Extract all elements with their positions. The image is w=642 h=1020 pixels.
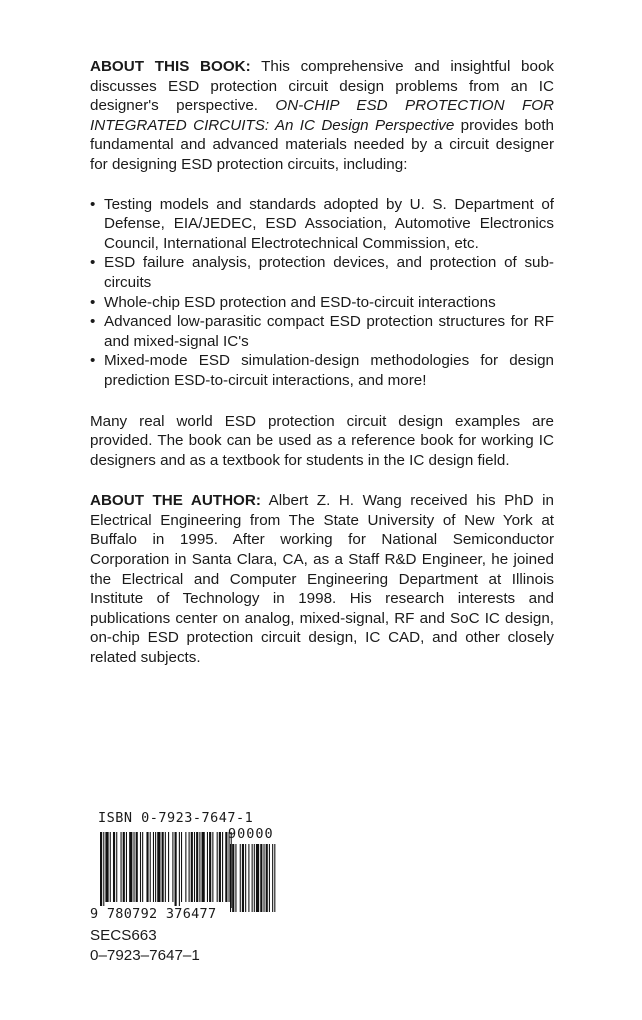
barcode-bar	[129, 832, 132, 902]
barcode-bar	[194, 832, 195, 902]
barcode-bar	[245, 844, 246, 912]
barcode-bar	[168, 832, 169, 902]
barcode-bar	[266, 844, 268, 912]
barcode-addon-number: 90000	[228, 826, 274, 842]
about-book-text-1: This comprehensive and insightful book discusses ESD protection circuit design problems from an IC designer's perspective.	[90, 58, 554, 115]
barcode-bar	[150, 832, 151, 902]
barcode-bar	[121, 832, 122, 902]
barcode-bar	[105, 832, 108, 902]
barcode-bar	[157, 832, 160, 902]
barcode-bar	[235, 844, 236, 912]
barcode-bar	[229, 832, 230, 902]
barcode-bar	[181, 832, 182, 902]
barcode-bar	[100, 832, 102, 908]
barcode-bar	[189, 832, 190, 902]
barcode-bar	[207, 832, 208, 902]
barcode-bar	[123, 832, 125, 902]
barcode-bar	[116, 832, 117, 902]
barcode-bar	[191, 832, 193, 902]
barcode-bar	[126, 832, 127, 902]
list-item: • Mixed-mode ESD simulation-design methodologies for design prediction ESD-to-circuit interactions, and more!	[90, 351, 554, 390]
about-author-paragraph	[90, 491, 554, 667]
isbn-barcode-label: ISBN 0-7923-7647-1	[98, 810, 254, 826]
barcode-bar	[103, 832, 104, 908]
barcode	[90, 810, 280, 921]
barcode-bar	[217, 832, 218, 902]
barcode-bar	[252, 844, 253, 912]
about-author-text: Albert Z. H. Wang received his PhD in Electrical Engineering from The State University of New York at Buffalo in 1995. After working for National Semiconductor Corporation in Santa Clara, CA, as a Staff R&D Engineer, he joined the Electrical and Computer Engineering Department at Illinois Institute of Technology in 1998. His research interests and publications center on analog, mixed-signal, RF and SoC IC design, on-chip ESD protection circuit design, IC CAD, and other closely related subjects.	[90, 492, 555, 667]
list-item: • ESD failure analysis, protection devices, and protection of sub-circuits	[90, 253, 554, 292]
barcode-bar	[153, 832, 154, 902]
barcode-bar	[155, 832, 156, 902]
barcode-bar	[185, 832, 186, 902]
barcode-bar	[110, 832, 111, 902]
barcode-bar	[272, 844, 273, 912]
barcode-bar	[269, 844, 270, 912]
barcode-bar	[212, 832, 213, 902]
barcode-bar	[209, 832, 211, 902]
barcode-ean-number: 9 780792 376477	[90, 906, 217, 922]
barcode-bar	[165, 832, 166, 902]
about-book-heading: ABOUT THIS BOOK:	[90, 58, 251, 75]
barcode-bar	[136, 832, 138, 902]
barcode-bar	[199, 832, 200, 902]
barcode-bar	[222, 832, 223, 902]
barcode-bar	[256, 844, 259, 912]
barcode-bar	[179, 832, 180, 908]
barcode-bar	[242, 844, 244, 912]
back-cover-text	[90, 57, 554, 668]
barcode-bar	[142, 832, 143, 902]
list-item: • Whole-chip ESD protection and ESD-to-circuit interactions	[90, 293, 554, 313]
barcode-bar	[140, 832, 141, 902]
list-item: • Advanced low-parasitic compact ESD protection structures for RF and mixed-signal IC's	[90, 312, 554, 351]
barcode-bar	[240, 844, 241, 912]
barcode-bar	[232, 844, 234, 912]
book-title: ON-CHIP ESD PROTECTION FOR INTEGRATED CIRCUITS: An IC Design Perspective	[90, 97, 554, 134]
series-code: SECS663	[90, 927, 157, 944]
barcode-bar	[230, 844, 231, 912]
barcode-bar	[113, 832, 115, 902]
isbn-code: 0–7923–7647–1	[90, 947, 200, 964]
barcode-bar	[219, 832, 221, 902]
barcode-bar	[162, 832, 164, 902]
barcode-bar	[202, 832, 205, 902]
barcode-bar	[225, 832, 227, 902]
barcode-bar	[254, 844, 255, 912]
barcode-bar	[146, 832, 148, 902]
barcode-bar	[260, 844, 262, 912]
barcode-bar	[196, 832, 198, 902]
about-book-text-2: provides both fundamental and advanced materials needed by a circuit designer for designing ESD protection circuits, including:	[90, 116, 554, 173]
barcode-bar	[172, 832, 173, 902]
examples-paragraph: Many real world ESD protection circuit design examples are provided. The book can be used as a reference book for working IC designers and as a textbook for students in the IC design field.	[90, 412, 554, 469]
catalog-codes	[90, 926, 200, 966]
list-item: • Testing models and standards adopted by U. S. Department of Defense, EIA/JEDEC, ESD Association, Automotive Electronics Council, International Electrotechnical Commission, etc.	[90, 195, 554, 254]
barcode-bar	[263, 844, 264, 912]
about-book-paragraph	[90, 57, 554, 175]
barcode-bar	[274, 844, 275, 912]
feature-list	[90, 195, 554, 391]
barcode-bar	[248, 844, 249, 912]
about-author-heading: ABOUT THE AUTHOR:	[90, 492, 261, 510]
barcode-bar	[175, 832, 177, 908]
barcode-bar	[133, 832, 134, 902]
